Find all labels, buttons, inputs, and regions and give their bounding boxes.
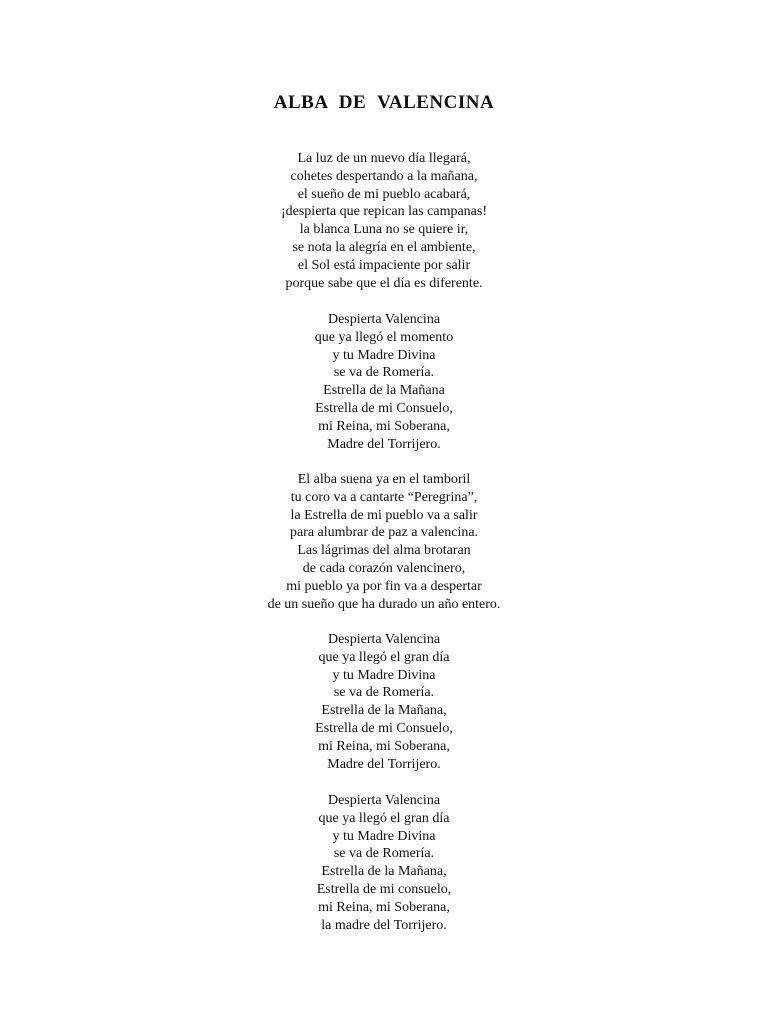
verse-line: Estrella de la Mañana, [321,703,447,719]
stanza-5-chorus [0,792,768,934]
verse-line: de un sueño que ha durado un año entero. [267,596,501,612]
verse-line: el sueño de mi pueblo acabará, [297,186,471,202]
verse-line: mi Reina, mi Soberana, [318,899,450,915]
verse-line: Madre del Torrijero. [327,756,441,772]
verse-line: que ya llegó el gran día [318,810,450,826]
stanza-2-chorus [0,311,768,453]
verse-line: El alba suena ya en el tamboril [297,472,471,487]
verse-line: de cada corazón valencinero, [302,560,466,576]
verse-line: Estrella de mi Consuelo, [315,400,453,416]
verse-line: para alumbrar de paz a valencina. [289,525,479,541]
stanza-4-chorus [0,631,768,773]
verse-line: mi pueblo ya por fin va a despertar [286,578,482,594]
verse-line: Madre del Torrijero. [327,436,441,452]
verse-line: el Sol está impaciente por salir [297,257,471,273]
verse-line: que ya llegó el gran día [318,649,450,665]
verse-line: la Estrella de mi pueblo va a salir [290,507,478,523]
verse-line: mi Reina, mi Soberana, [318,738,450,754]
verse-line: que ya llegó el momento [314,329,454,345]
verse-line: se va de Romería. [333,685,435,701]
verse-line: mi Reina, mi Soberana, [318,418,450,434]
verse-line: se va de Romería. [333,846,435,862]
stanza-3 [0,471,768,613]
verse-line: Despierta Valencina [327,632,441,647]
verse-line: Estrella de mi consuelo, [316,881,452,897]
verse-line: y tu Madre Divina [332,828,436,844]
verse-line: ¡despierta que repican las campanas! [280,204,487,220]
verse-line: Las lágrimas del alma brotaran [297,543,471,559]
stanza-1 [0,150,768,292]
verse-line: porque sabe que el día es diferente. [285,275,483,291]
verse-line: cohetes despertando a la mañana, [290,168,478,184]
verse-line: tu coro va a cantarte “Peregrina”, [290,489,478,505]
verse-line: la blanca Luna no se quiere ir, [299,222,469,238]
verse-line: Estrella de la Mañana, [321,864,447,880]
verse-line: La luz de un nuevo día llegará, [297,151,471,166]
verse-line: y tu Madre Divina [332,667,436,683]
verse-line: la madre del Torrijero. [321,917,447,933]
poem-title: ALBA DE VALENCINA [273,92,495,113]
verse-line: se va de Romería. [333,365,435,381]
verse-line: Estrella de mi Consuelo, [315,720,453,736]
verse-line: Estrella de la Mañana [323,383,445,399]
verse-line: se nota la alegría en el ambiente, [292,239,476,255]
verse-line: y tu Madre Divina [332,347,436,363]
verse-line: Despierta Valencina [327,793,441,808]
verse-line: Despierta Valencina [327,312,441,327]
